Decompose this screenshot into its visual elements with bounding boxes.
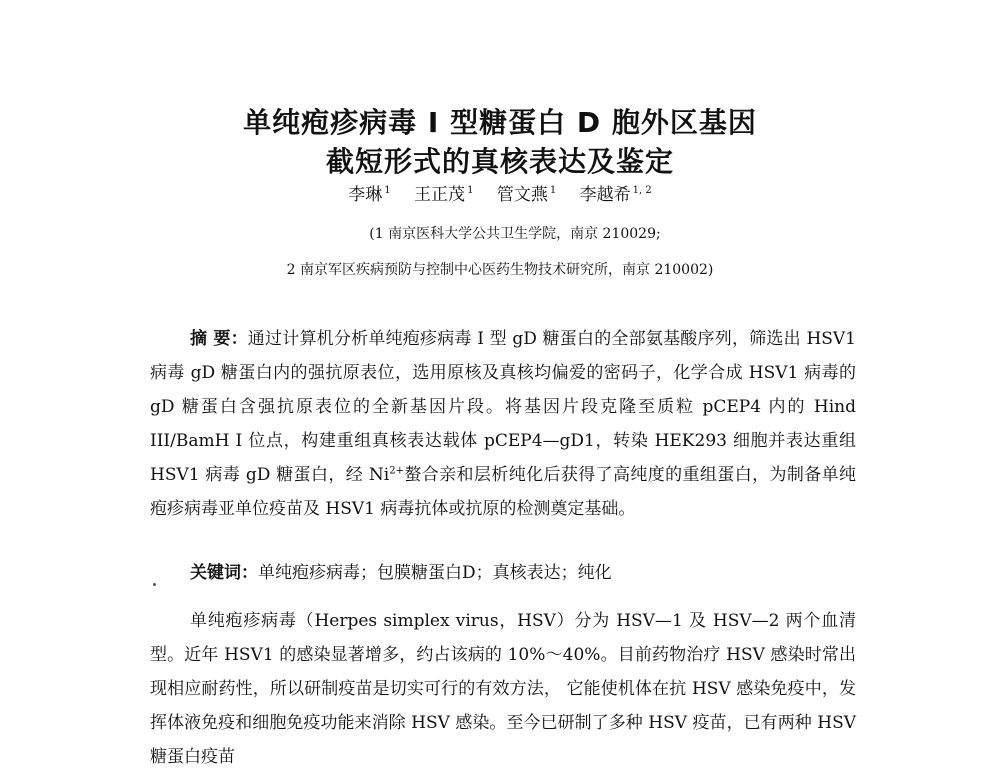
author-name: 管文燕: [496, 185, 548, 205]
abstract-text-part2: 螯合亲和层析纯化后获得了高纯度的重组蛋白，为制备单纯疱疹病毒亚单位疫苗及 HSV1 病毒抗体或抗原的检测奠定基础。: [150, 465, 857, 519]
author-2: [414, 185, 473, 205]
affiliation-line2: 2 南京军区疾病预防与控制中心医药生物技术研究所，南京 210002): [286, 262, 714, 278]
abstract-text-part1: 通过计算机分析单纯疱疹病毒 I 型 gD 糖蛋白的全部氨基酸序列，筛选出 HSV1 病毒 gD 糖蛋白内的强抗原表位，选用原核及真核均偏爱的密码子，化学合成 HSV1 病毒的 gD 糖蛋白含强抗原表位的全新基因片段。将基因片段克隆至质粒 pCEP4 内的 Hind III/BamH I 位点，构建重组真核表达载体 pCEP4—gD1，转染 HEK293 细胞并表达重组 HSV1 病毒 gD 糖蛋白，经 Ni: [150, 329, 857, 485]
paper-title-line1: 单纯疱疹病毒 I 型糖蛋白 D 胞外区基因: [243, 106, 757, 139]
author-4: [580, 185, 652, 205]
abstract-label: 摘 要：: [190, 329, 248, 349]
author-name: 李越希: [579, 185, 631, 205]
paper-title-line2: 截短形式的真核表达及鉴定: [325, 145, 674, 178]
affiliation-line1: (1 南京医科大学公共卫生学院，南京 210029;: [369, 226, 661, 242]
keywords-label: 关键词：: [190, 563, 258, 583]
author-affiliation-mark: 1: [549, 185, 557, 197]
author-3: [497, 185, 556, 205]
author-name: 李琳: [348, 185, 383, 205]
abstract-superscript: 2+: [389, 465, 404, 477]
author-1: [348, 185, 390, 205]
keywords-text: 单纯疱疹病毒；包膜糖蛋白D；真核表达；纯化: [258, 563, 612, 583]
author-affiliation-mark: 1: [384, 185, 391, 197]
body-paragraph-1: 单纯疱疹病毒（Herpes simplex virus，HSV）分为 HSV—1 及 HSV—2 两个血清型。近年 HSV1 的感染显著增多，约占该病的 10%～40%。目前药物治疗 HSV 感染时常出现相应耐药性，所以研制疫苗是切实可行的有效方法， 它能使机体在抗 HSV 感染免疫中，发挥体液免疫和细胞免疫功能来消除 HSV 感染。至今已研制了多种 HSV 疫苗，已有两种 HSV 糖蛋白疫苗: [150, 611, 856, 767]
author-list: [0, 180, 1000, 205]
keywords-paragraph: [150, 556, 856, 590]
author-affiliation-mark: 1: [467, 185, 474, 197]
author-affiliation-mark: 1, 2: [632, 185, 652, 197]
author-name: 王正茂: [414, 185, 466, 205]
abstract-paragraph: [150, 322, 856, 526]
